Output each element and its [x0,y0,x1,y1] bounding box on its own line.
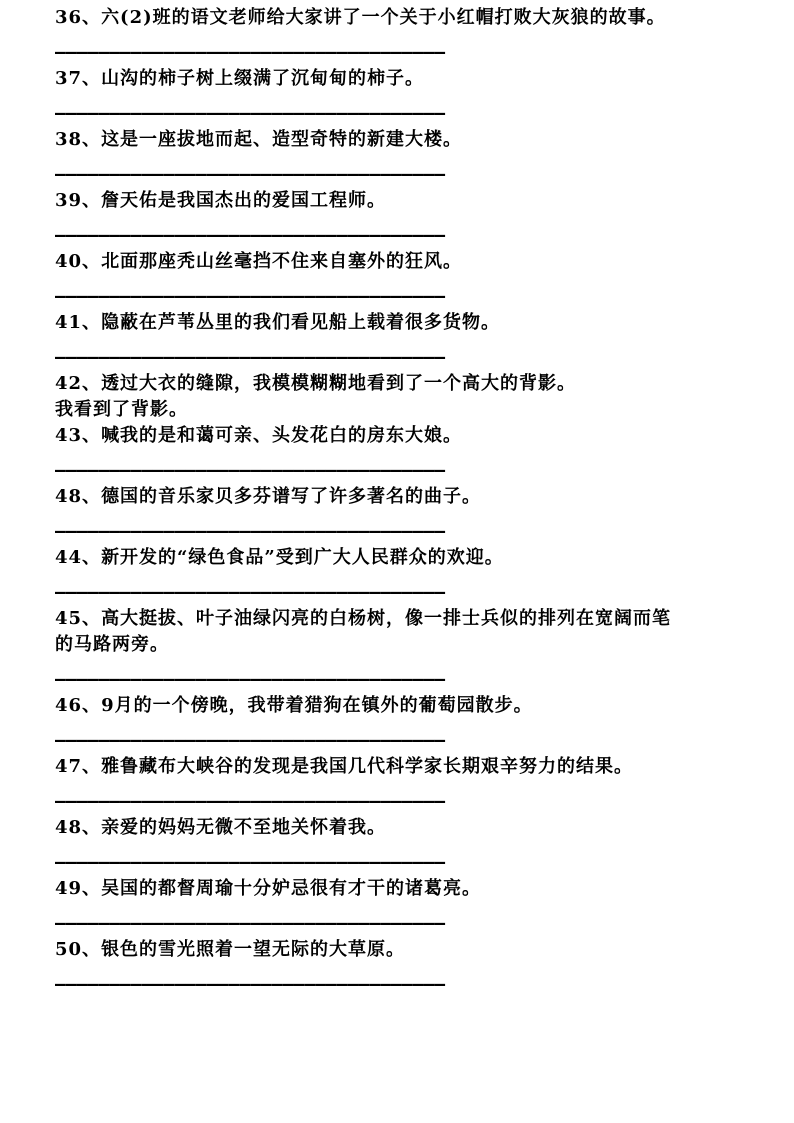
sentence-item-46 [55,693,794,754]
sentence-number: 50、 [55,939,102,960]
sentence-number: 47、 [55,756,102,777]
answer-line: ———————————————————————————————————— [55,669,446,690]
sentence-number: 38、 [55,129,102,150]
answer-line: ———————————————————————————————————— [55,974,446,995]
sentence-item-42 [55,371,794,423]
sentence-text: 透过大衣的缝隙，我模模糊糊地看到了一个高大的背影。 [101,373,577,394]
sentence-number: 41、 [55,312,102,333]
sentence-line [55,815,794,841]
sentence-text: 新开发的“绿色食品”受到广大人民群众的欢迎。 [101,547,504,568]
sentence-line [55,5,794,31]
sentence-number: 42、 [55,373,102,394]
sentence-number: 48、 [55,817,102,838]
sentence-line [55,423,794,449]
sentence-number: 40、 [55,251,102,272]
answer-line: ———————————————————————————————————— [55,347,446,368]
sentence-text: 雅鲁藏布大峡谷的发现是我国几代科学家长期艰辛努力的结果。 [101,756,634,777]
sentence-line [55,545,794,571]
sentence-line [55,876,794,902]
sentence-line [55,606,794,632]
sentence-line [55,188,794,214]
sentence-line [55,484,794,510]
sentence-line [55,937,794,963]
sentence-line [55,66,794,92]
sentence-item-48b [55,815,794,876]
answer-line: ———————————————————————————————————— [55,730,446,751]
answer-line: ———————————————————————————————————— [55,164,446,185]
answer-line: ———————————————————————————————————— [55,913,446,934]
sentence-continuation: 的马路两旁。 [55,634,169,655]
sentence-text: 银色的雪光照着一望无际的大草原。 [101,939,406,960]
sentence-number: 36、 [55,7,102,28]
answer-line: ———————————————————————————————————— [55,103,446,124]
sentence-list [55,5,794,998]
answer-line: ———————————————————————————————————— [55,225,446,246]
sentence-item-41 [55,310,794,371]
sentence-item-39 [55,188,794,249]
sentence-text: 隐蔽在芦苇丛里的我们看见船上载着很多货物。 [101,312,501,333]
sentence-line [55,693,794,719]
sentence-text: 德国的音乐家贝多芬谱写了许多著名的曲子。 [101,486,482,507]
sentence-text: 亲爱的妈妈无微不至地关怀着我。 [101,817,387,838]
written-answer: 我看到了背影。 [55,399,188,420]
sentence-text: 吴国的都督周瑜十分妒忌很有才干的诸葛亮。 [101,878,482,899]
sentence-number: 46、 [55,695,102,716]
sentence-text: 六(2)班的语文老师给大家讲了一个关于小红帽打败大灰狼的故事。 [101,7,666,28]
sentence-item-45 [55,606,794,693]
sentence-text: 高大挺拔、叶子油绿闪亮的白杨树，像一排士兵似的排列在宽阔而笔 [101,608,672,629]
sentence-item-36 [55,5,794,66]
sentence-line [55,371,794,397]
sentence-number: 39、 [55,190,102,211]
answer-line: ———————————————————————————————————— [55,521,446,542]
sentence-item-37 [55,66,794,127]
sentence-item-43 [55,423,794,484]
sentence-text: 山沟的柿子树上缀满了沉甸甸的柿子。 [101,68,425,89]
answer-line: ———————————————————————————————————— [55,42,446,63]
sentence-line [55,754,794,780]
sentence-line [55,310,794,336]
sentence-text: 詹天佑是我国杰出的爱国工程师。 [101,190,387,211]
sentence-item-47 [55,754,794,815]
answer-line: ———————————————————————————————————— [55,460,446,481]
sentence-text: 9月的一个傍晚，我带着猎狗在镇外的葡萄园散步。 [101,695,533,716]
answer-line: ———————————————————————————————————— [55,582,446,603]
answer-line: ———————————————————————————————————— [55,286,446,307]
answer-line: ———————————————————————————————————— [55,791,446,812]
sentence-item-49 [55,876,794,937]
sentence-item-40 [55,249,794,310]
sentence-item-44 [55,545,794,606]
sentence-item-48a [55,484,794,545]
answer-line: ———————————————————————————————————— [55,852,446,873]
sentence-number: 49、 [55,878,102,899]
sentence-number: 37、 [55,68,102,89]
sentence-number: 44、 [55,547,102,568]
sentence-number: 43、 [55,425,102,446]
sentence-number: 45、 [55,608,102,629]
sentence-item-50 [55,937,794,998]
sentence-item-38 [55,127,794,188]
sentence-text: 这是一座拔地而起、造型奇特的新建大楼。 [101,129,463,150]
sentence-text: 北面那座秃山丝毫挡不住来自塞外的狂风。 [101,251,463,272]
sentence-line [55,127,794,153]
sentence-number: 48、 [55,486,102,507]
sentence-text: 喊我的是和蔼可亲、头发花白的房东大娘。 [101,425,463,446]
sentence-line [55,249,794,275]
